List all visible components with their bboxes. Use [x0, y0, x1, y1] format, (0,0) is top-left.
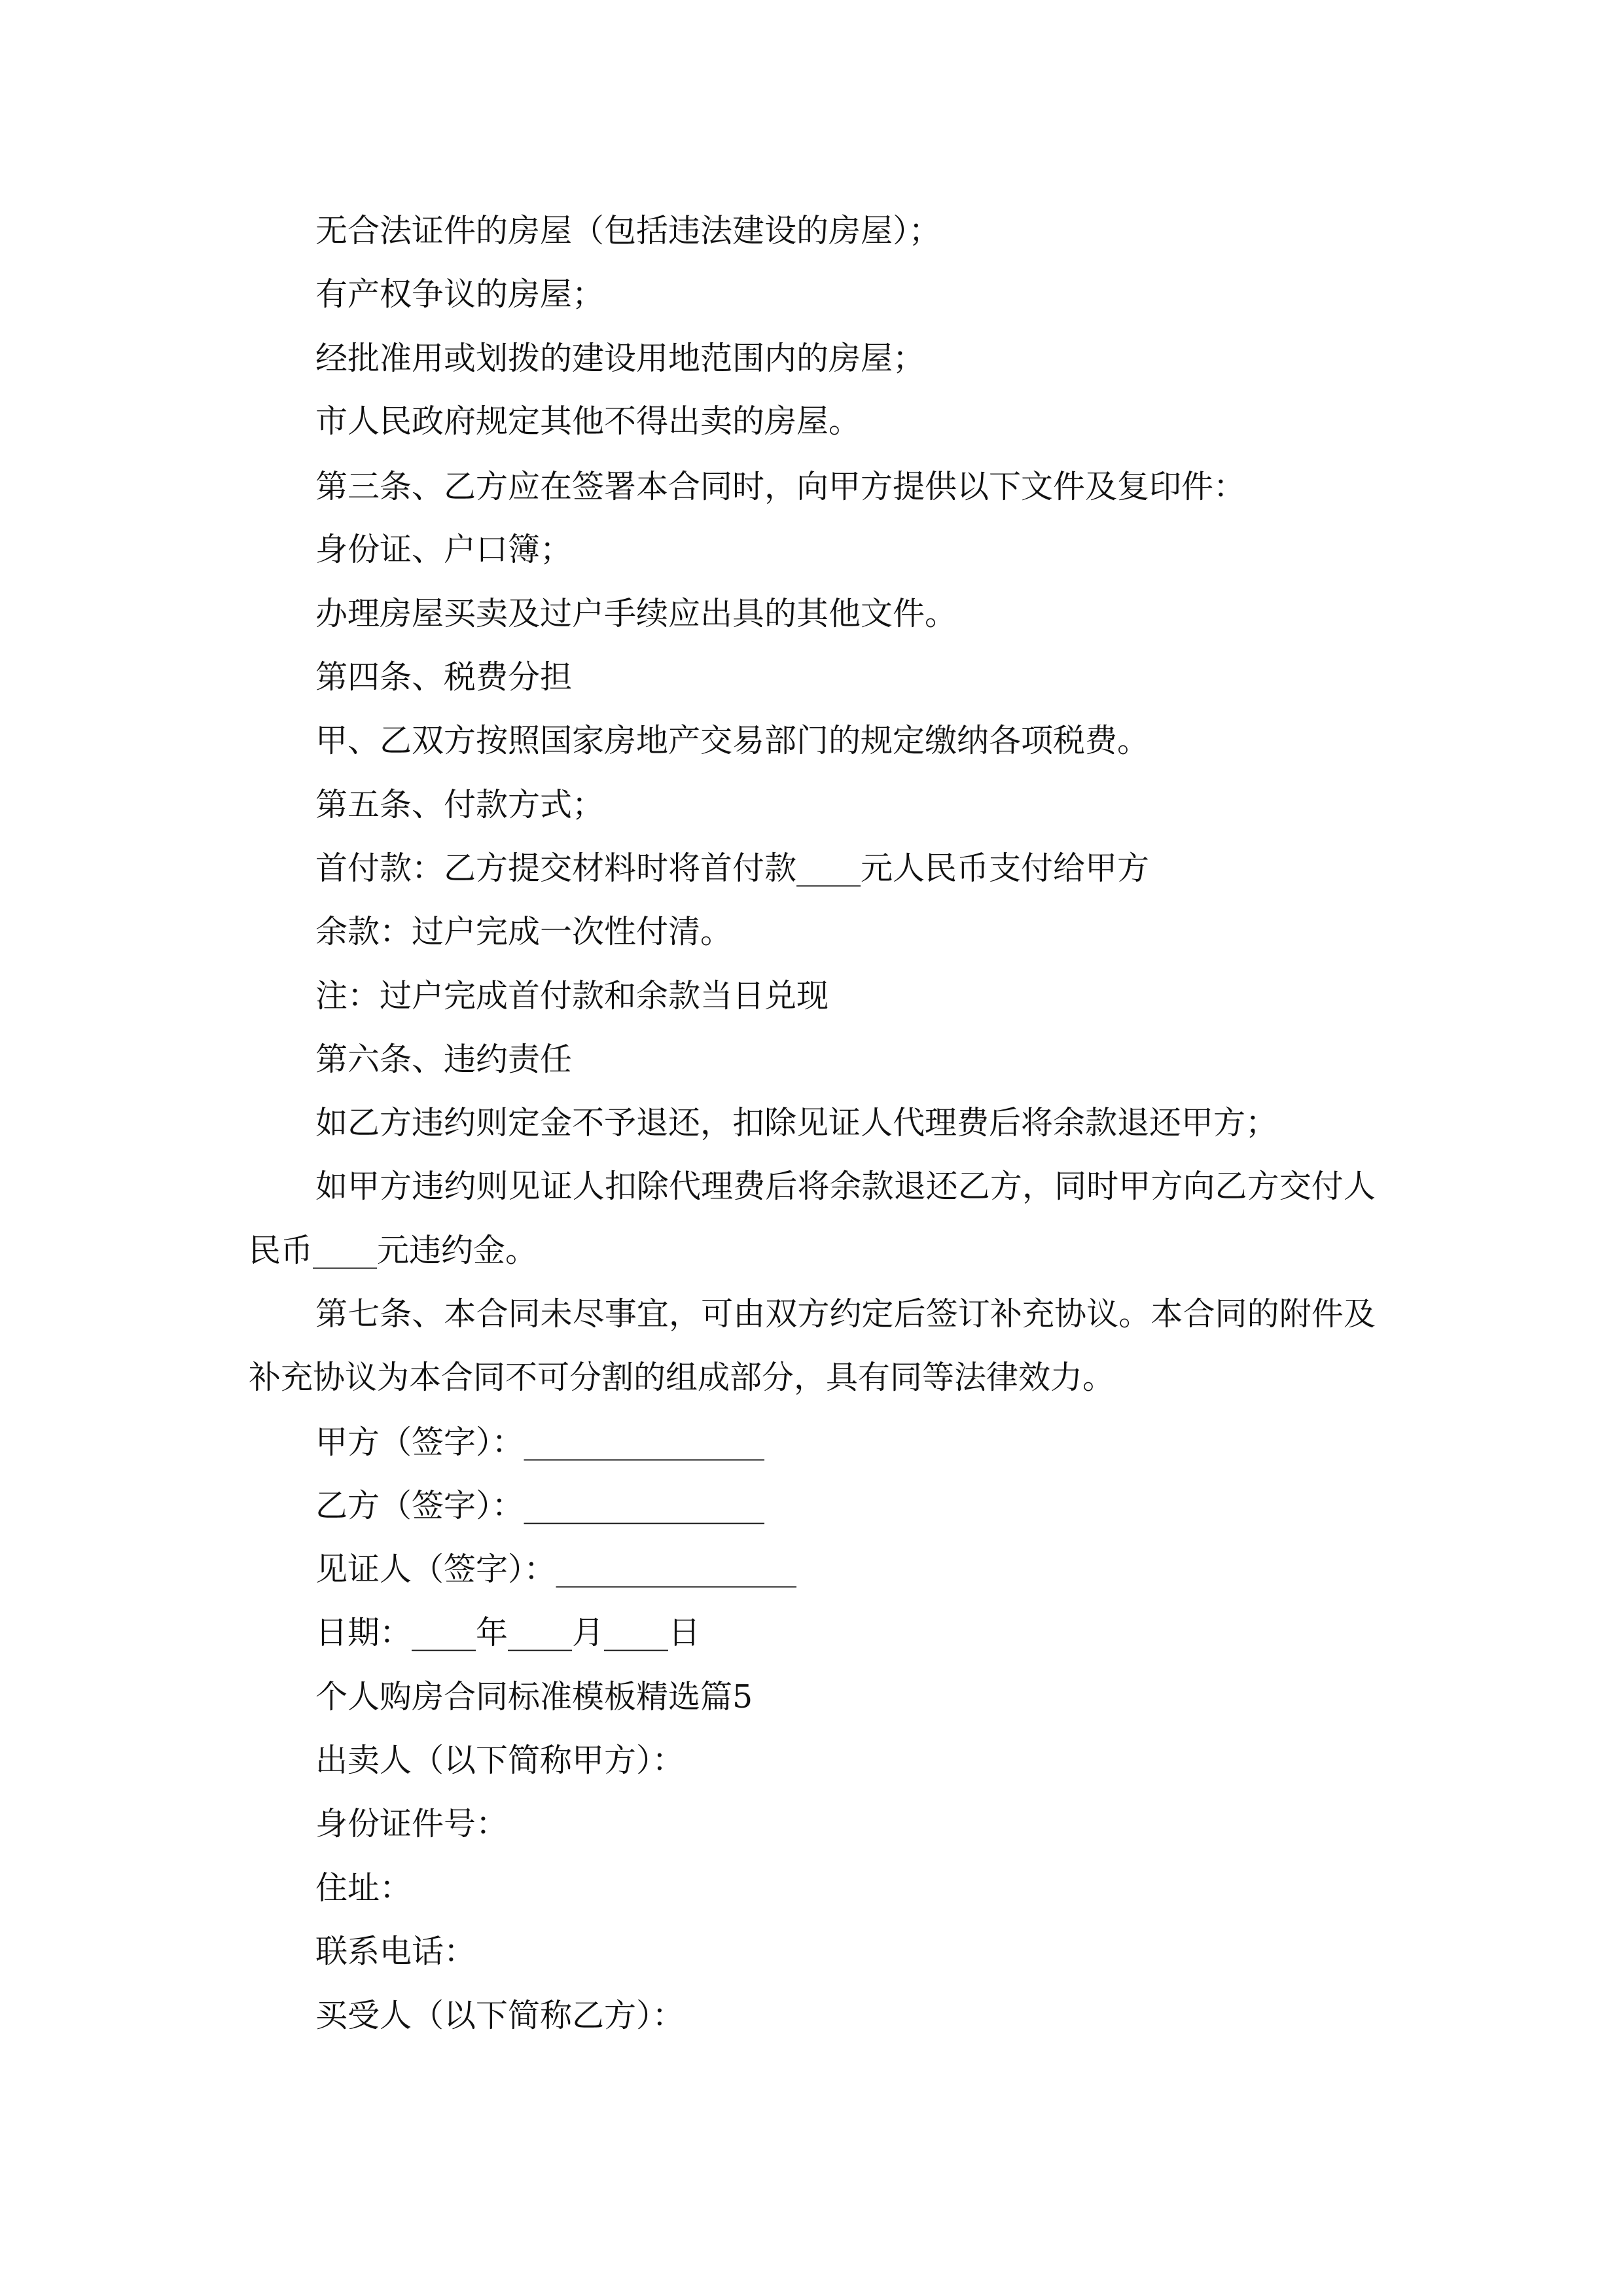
- text-line: 第三条、乙方应在签署本合同时，向甲方提供以下文件及复印件：: [315, 468, 1246, 505]
- text-line: 首付款：乙方提交材料时将首付款____元人民币支付给甲方: [315, 850, 1150, 887]
- text-line: 见证人（签字）：_______________: [315, 1551, 797, 1588]
- text-line: 身份证、户口簿；: [315, 531, 573, 568]
- text-line: 第五条、付款方式；: [315, 786, 605, 823]
- text-line: 住址：: [315, 1869, 412, 1907]
- text-line: 第四条、税费分担: [315, 658, 573, 696]
- text-line: 联系电话：: [315, 1933, 476, 1970]
- text-line: 日期：____年____月____日: [315, 1614, 701, 1651]
- text-line: 甲、乙双方按照国家房地产交易部门的规定缴纳各项税费。: [315, 722, 1150, 759]
- text-line: 办理房屋买卖及过户手续应出具的其他文件。: [315, 595, 957, 632]
- text-line: 买受人（以下简称乙方）：: [315, 1997, 685, 2034]
- text-line: 补充协议为本合同不可分割的组成部分，具有同等法律效力。: [249, 1359, 1115, 1396]
- text-line: 市人民政府规定其他不得出卖的房屋。: [315, 403, 861, 440]
- text-line: 有产权争议的房屋；: [315, 276, 605, 313]
- text-line: 乙方（签字）：_______________: [315, 1487, 765, 1524]
- text-line: 如乙方违约则定金不予退还，扣除见证人代理费后将余款退还甲方；: [315, 1104, 1278, 1141]
- text-line: 如甲方违约则见证人扣除代理费后将余款退还乙方，同时甲方向乙方交付人: [315, 1168, 1376, 1205]
- text-line: 第七条、本合同未尽事宜，可由双方约定后签订补充协议。本合同的附件及: [315, 1295, 1376, 1333]
- text-line: 出卖人（以下简称甲方）：: [315, 1742, 685, 1779]
- text-line: 甲方（签字）：_______________: [315, 1424, 765, 1461]
- text-line: 民币____元违约金。: [249, 1232, 538, 1269]
- text-line: 无合法证件的房屋（包括违法建设的房屋）；: [315, 212, 941, 249]
- text-line: 身份证件号：: [315, 1805, 508, 1842]
- text-line: 第六条、违约责任: [315, 1041, 573, 1078]
- text-line: 注：过户完成首付款和余款当日兑现: [315, 977, 829, 1014]
- text-line: 余款：过户完成一次性付清。: [315, 913, 733, 950]
- text-line: 经批准用或划拨的建设用地范围内的房屋；: [315, 340, 925, 377]
- text-line: 个人购房合同标准模板精选篇5: [315, 1678, 753, 1715]
